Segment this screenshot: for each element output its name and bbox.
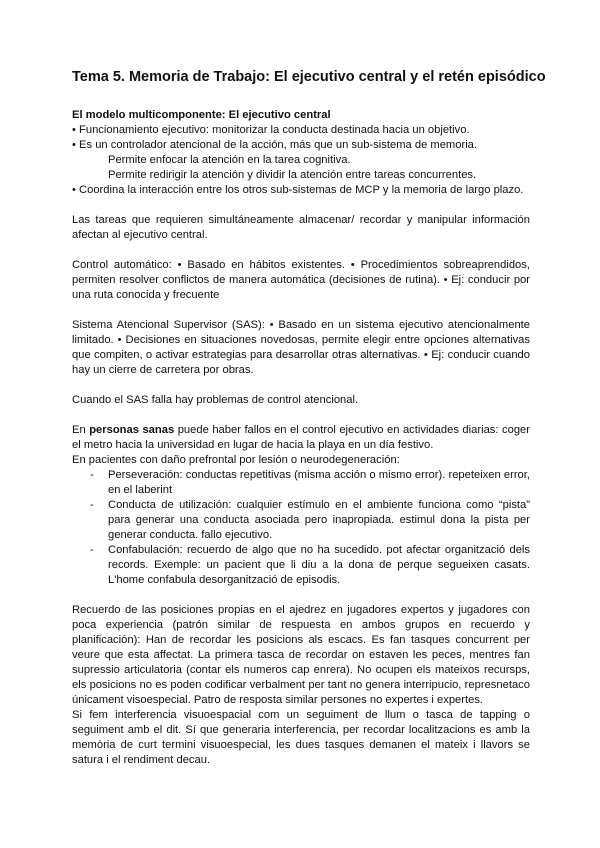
- sub-line: Permite enfocar la atención en la tarea cognitiva.: [108, 154, 351, 166]
- sub-line: Permite redirigir la atención y dividir la atención entre tareas concurrentes.: [108, 169, 477, 181]
- bullet-line: • Es un controlador atencional de la acción, más que un sub-sistema de memoria.: [72, 139, 478, 151]
- bullet-line: • Funcionamiento ejecutivo: monitorizar la conducta destinada hacia un objetivo.: [72, 124, 470, 136]
- document-page: [72, 68, 546, 768]
- page-title: Tema 5. Memoria de Trabajo: El ejecutivo central y el retén episódico: [72, 69, 546, 85]
- paragraph-chess: Recuerdo de las posiciones propias en el ajedrez en jugadores expertos y jugadores con poca experiencia (patrón similar de respuesta en ambos grupos en recuerdo y planificación): Han de recordar les posicions als escacs. Es fan tasques concurrent per veure que esta affectat. La primera tasca de recordar on estaven les peces, mentres fan supressio articulatoria (contar els numeros cap enrera). No ocupen els mateixos recursps, els posicions no es poden codificar verbalment per tant no genera interripucio, represnetaco únicament visoespecial. Patro de resposta similar persones no expertes i expertes.: [72, 604, 530, 706]
- paragraph-tasks: Las tareas que requieren simultáneamente almacenar/ recordar y manipular información afectan al ejecutivo central.: [72, 214, 530, 241]
- list-item: - Conducta de utilización: cualquier estímulo en el ambiente funciona como “pista” para generar una conducta asociada pero inapropiada. estimul dona la pista per generar conducta. fallo ejecutivo.: [90, 499, 530, 541]
- bullet-line: • Coordina la interacción entre los otros sub-sistemas de MCP y la memoria de largo plazo.: [72, 184, 524, 196]
- paragraph-sas: Sistema Atencional Supervisor (SAS): • Basado en un sistema ejecutivo atencionalmente limitado. • Decisiones en situaciones novedosas, permite elegir entre opciones alternativas que compiten, o activar estrategias para desarrollar otras alternativas. • Ej: conducir cuando hay un cierre de carretera por obras.: [72, 319, 530, 376]
- paragraph-patients: En pacientes con daño prefrontal por lesión o neurodegeneración:: [72, 454, 400, 466]
- dash-marker: -: [90, 544, 94, 556]
- list-item: - Perseveración: conductas repetitivas (misma acción o mismo error). repeteixen error, en el laberint: [90, 469, 530, 496]
- list-item: - Confabulación: recuerdo de algo que no ha sucedido. pot afectar organització dels records. Exemple: un pacient que li diu a la dona de perque segueixen casats. L'home confabula desorganització de episodis.: [90, 544, 530, 586]
- dash-marker: -: [90, 499, 94, 511]
- section-heading: El modelo multicomponente: El ejecutivo central: [72, 109, 331, 121]
- symptom-list: [72, 468, 530, 588]
- bold-healthy-people: personas sanas: [89, 424, 175, 436]
- paragraph-sas-failure: Cuando el SAS falla hay problemas de control atencional.: [72, 394, 359, 406]
- paragraph-interference: Si fem interferencia visuoespacial com un seguiment de llum o tasca de tapping o seguiment amb el dit. Sí que generaria interferencia, per recordar localitzacions es amb la memòria de curt termini visuoespecial, les dues tasques demanen el mateix i llavors se satura i el rendiment decau.: [72, 709, 530, 766]
- dash-marker: -: [90, 469, 94, 481]
- paragraph-healthy-people: En personas sanas puede haber fallos en el control ejecutivo en actividades diarias: coger el metro hacia la universidad en lugar de hacia la playa en un día festivo.: [72, 424, 530, 451]
- paragraph-automatic-control: Control automático: • Basado en hábitos existentes. • Procedimientos sobreaprendidos, permiten resolver conflictos de manera automática (decisiones de rutina). • Ej: conducir por una ruta conocida y frecuente: [72, 259, 530, 301]
